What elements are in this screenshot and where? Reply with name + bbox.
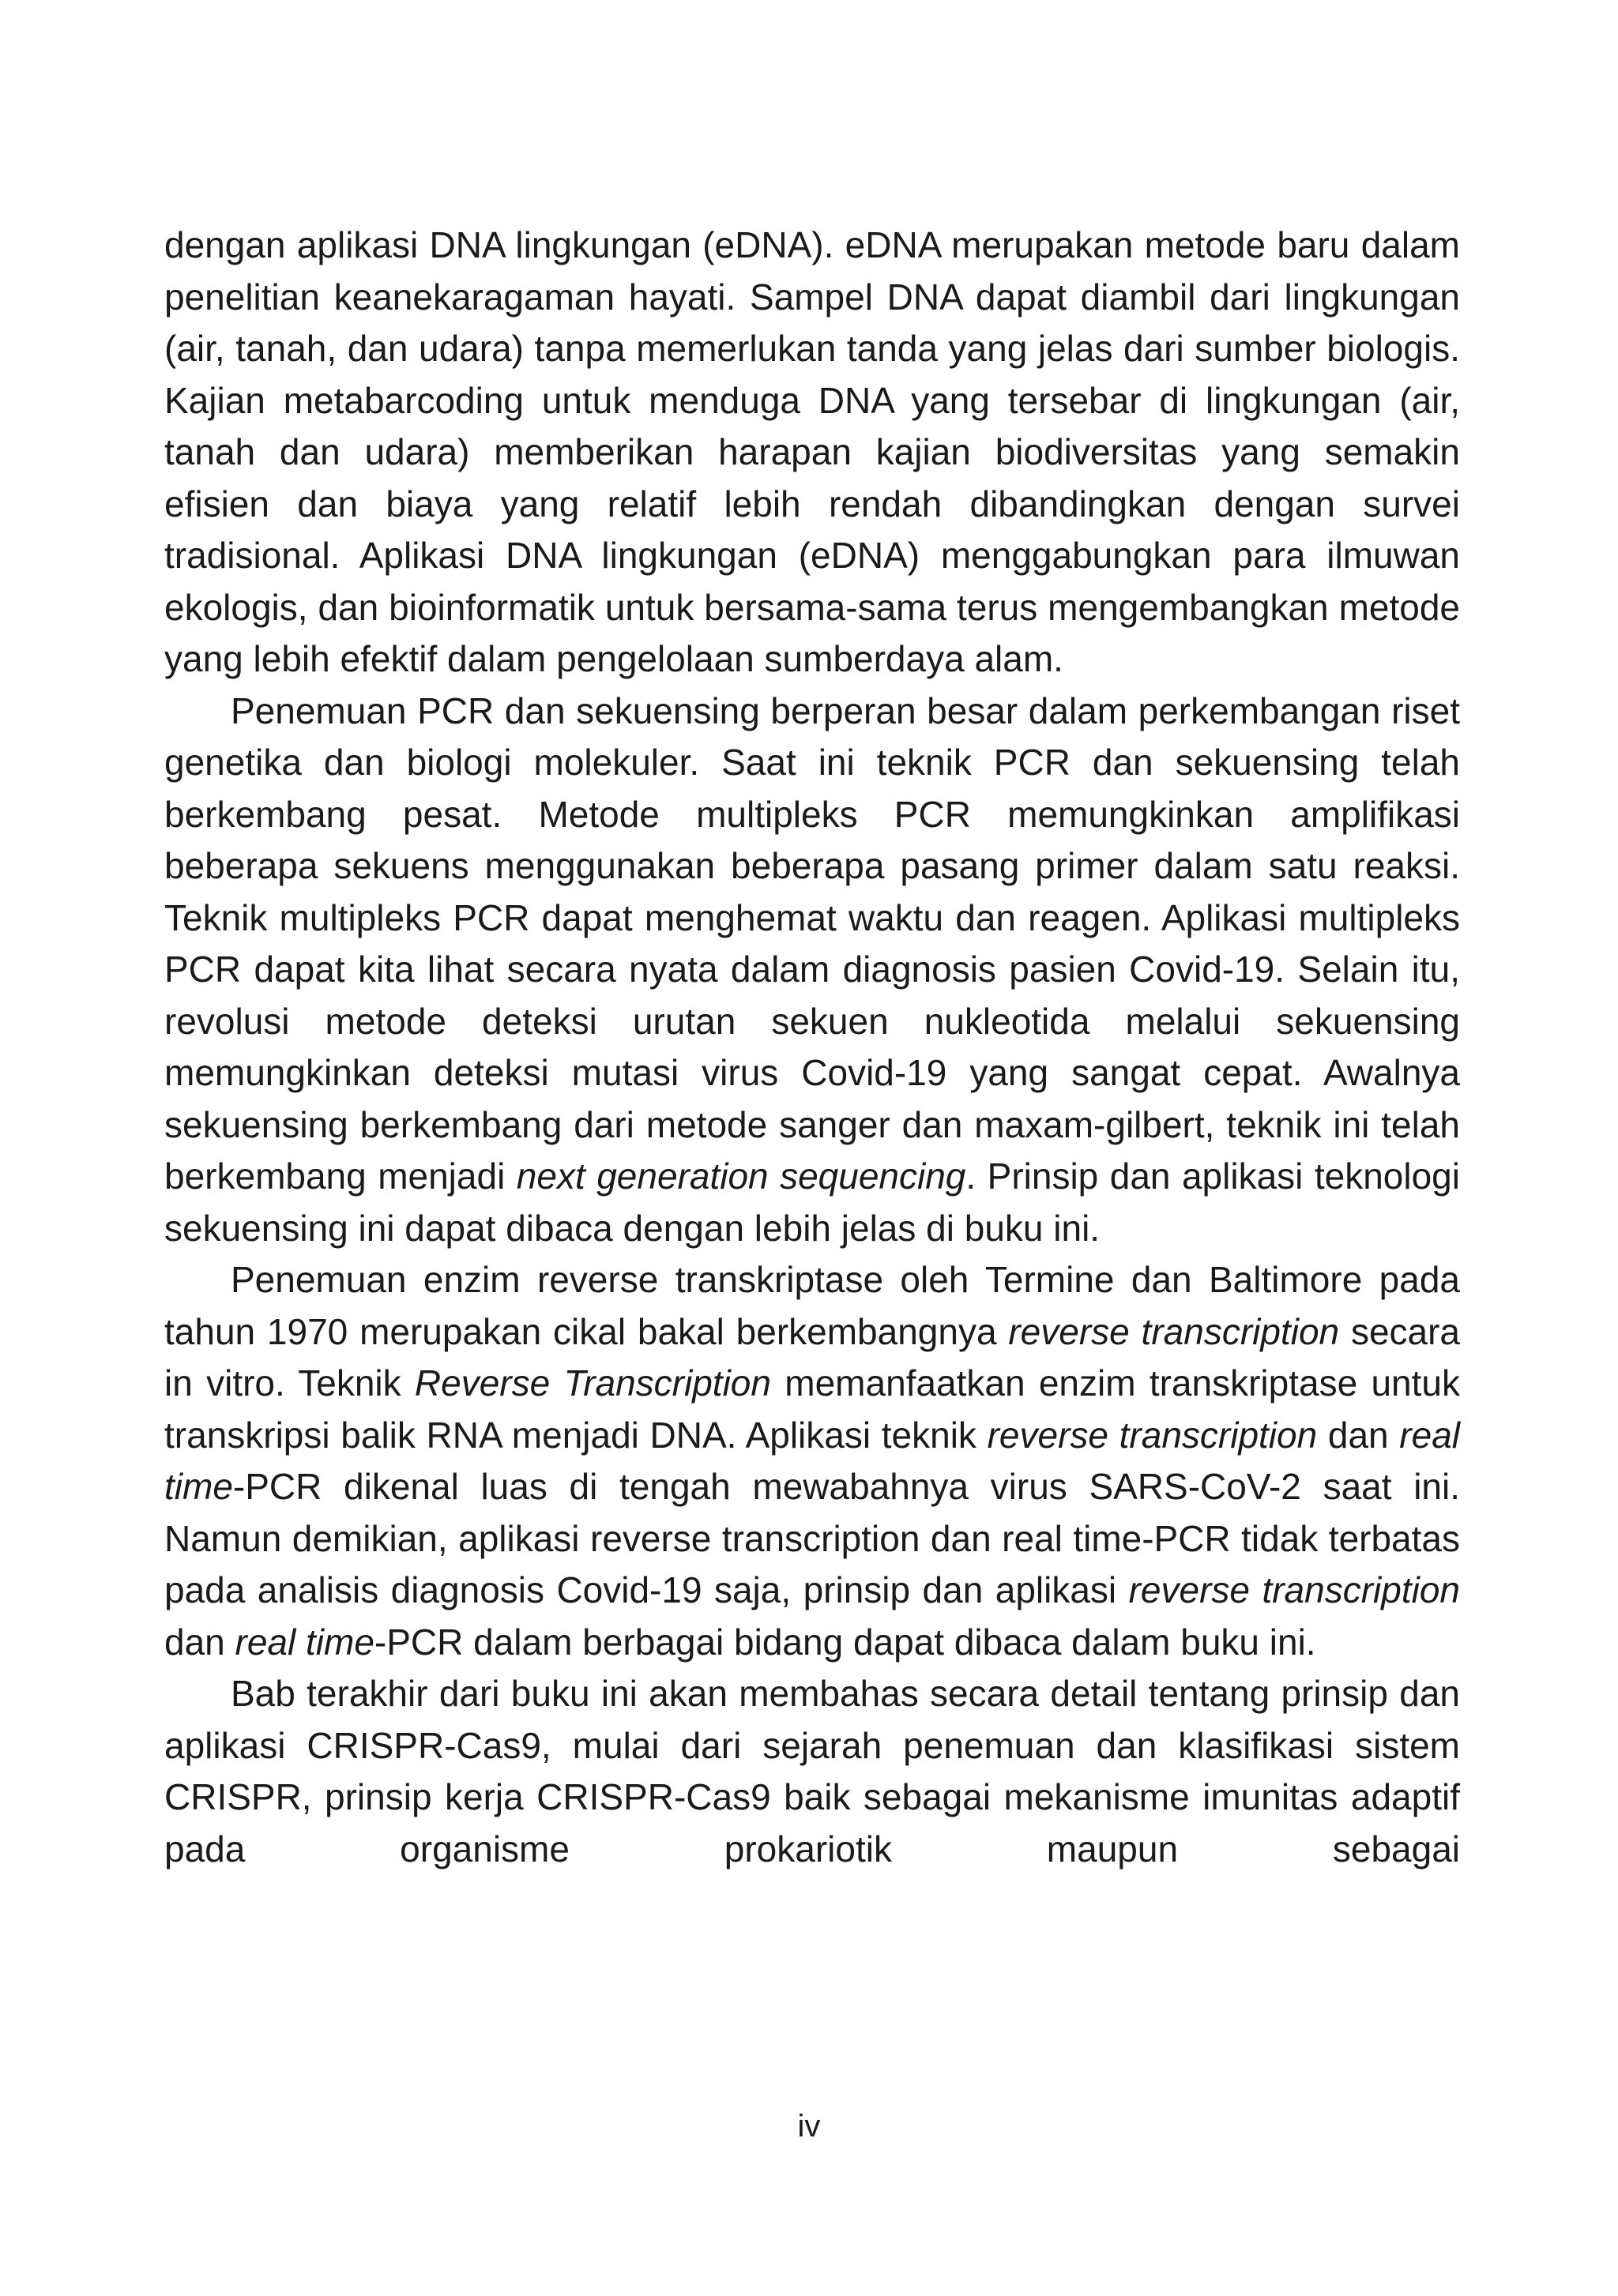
text-segment: secara in vitro. Teknik — [164, 1310, 1461, 1404]
text-segment: -PCR dikenal luas di tengah mewabahnya virus SARS-CoV-2 saat ini. Namun demikian, aplikasi reverse transcription dan real time-PCR tidak terbatas pada analisis diagnosis Covid-19 saja, prinsip dan aplikasi — [164, 1466, 1460, 1610]
italic-segment: reverse transcription — [1008, 1310, 1340, 1352]
text-segment: Penemuan PCR dan sekuensing berperan besar dalam perkembangan riset genetika dan biologi molekuler. Saat ini teknik PCR dan sekuensing telah berkembang pesat. Metode multipleks PCR memungkinkan amplifikasi beberapa sekuens menggunakan beberapa pasang primer dalam satu reaksi. Teknik multipleks PCR dapat menghemat waktu dan reagen. Aplikasi multipleks PCR dapat kita lihat secara nyata dalam diagnosis pasien Covid-19. Selain itu, revolusi metode deteksi urutan sekuen nukleotida melalui sekuensing memungkinkan deteksi mutasi virus Covid-19 yang sangat cepat. Awalnya sekuensing berkembang dari metode sanger dan maxam-gilbert, teknik ini telah berkembang menjadi — [164, 690, 1460, 1197]
paragraph-3 — [164, 1254, 1460, 1668]
text-segment: dengan aplikasi DNA lingkungan (eDNA). eDNA merupakan metode baru dalam penelitian keanekaragaman hayati. Sampel DNA dapat diambil dari lingkungan (air, tanah, dan udara) tanpa memerlukan tanda yang jelas dari sumber biologis. Kajian metabarcoding untuk menduga DNA yang tersebar di lingkungan (air, tanah dan udara) memberikan harapan kajian biodiversitas yang semakin efisien dan biaya yang relatif lebih rendah dibandingkan dengan survei tradisional. Aplikasi DNA lingkungan (eDNA) menggabungkan para ilmuwan ekologis, dan bioinformatik untuk bersama-sama terus mengembangkan metode yang lebih efektif dalam pengelolaan sumberdaya alam. — [164, 224, 1460, 679]
text-segment: . Prinsip dan aplikasi teknologi sekuensing ini dapat dibaca dengan lebih jelas di buku ini. — [164, 1156, 1460, 1249]
text-segment: Penemuan enzim reverse transkriptase oleh Termine dan Baltimore pada tahun 1970 merupakan cikal bakal berkembangnya — [164, 1259, 1460, 1352]
italic-segment: reverse transcription — [987, 1414, 1318, 1456]
italic-segment: real time — [235, 1621, 374, 1663]
text-segment: Bab terakhir dari buku ini akan membahas secara detail tentang prinsip dan aplikasi CRISPR-Cas9, mulai dari sejarah penemuan dan klasifikasi sistem CRISPR, prinsip kerja CRISPR-Cas9 baik sebagai mekanisme imunitas adaptif pada organisme prokariotik maupun sebagai — [164, 1673, 1460, 1869]
paragraph-1 — [164, 220, 1460, 686]
text-segment: dan — [1317, 1414, 1400, 1456]
body-text — [164, 220, 1460, 1875]
page-number: iv — [797, 2109, 821, 2144]
text-segment: -PCR dalam berbagai bidang dapat dibaca dalam buku ini. — [374, 1621, 1316, 1663]
text-segment: memanfaatkan enzim transkriptase untuk transkripsi balik RNA menjadi DNA. Aplikasi teknik — [164, 1362, 1460, 1456]
italic-segment: next generation sequencing — [516, 1156, 966, 1197]
text-segment: dan — [164, 1621, 235, 1663]
paragraph-2 — [164, 686, 1460, 1255]
italic-segment: Reverse Transcription — [414, 1362, 771, 1404]
italic-segment: reverse transcription — [1128, 1569, 1460, 1610]
italic-segment: real time — [164, 1414, 1461, 1507]
paragraph-4 — [164, 1668, 1460, 1875]
